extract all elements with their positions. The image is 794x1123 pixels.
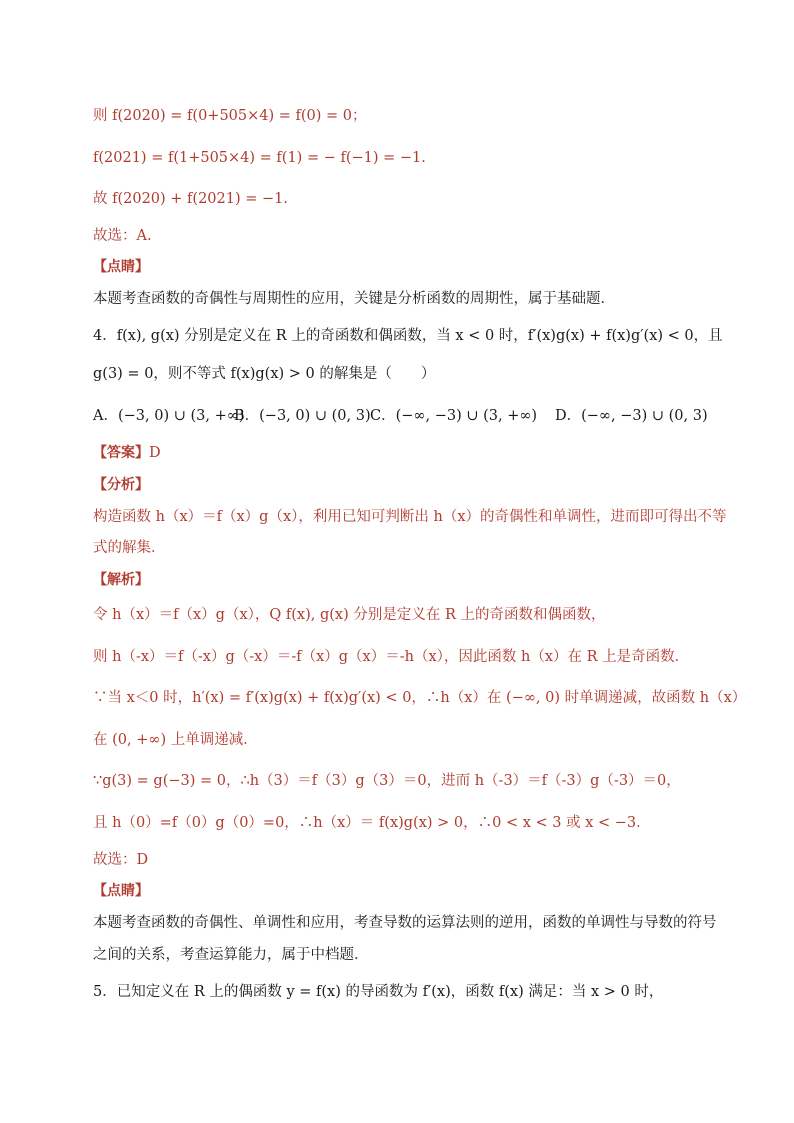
q4-remark-heading: 【点睛】 — [93, 883, 149, 899]
q5-stem-line-1: 5．已知定义在 R 上的偶函数 y = f(x) 的导函数为 f′(x)，函数 f(x) 满足：当 x > 0 时， — [93, 984, 664, 1000]
prev-line-1: 则 f(2020) = f(0+505×4) = f(0) = 0； — [93, 108, 367, 124]
q4-solution-line-6: 且 h（0）=f（0）g（0）=0，∴h（x）＝ f(x)g(x) > 0，∴0 < x < 3 或 x < −3． — [93, 815, 651, 831]
q4-choice: 故选：D — [93, 852, 149, 868]
prev-answer-choice: 故选：A. — [93, 228, 152, 244]
q4-option-b: B．(−3, 0) ∪ (0, 3) — [234, 408, 371, 424]
q4-solution-line-2: 则 h（-x）＝f（-x）g（-x）＝-f（x）g（x）＝-h（x），因此函数 h（x）在 R 上是奇函数． — [93, 649, 690, 665]
q4-solution-line-5: ∵g(3) = g(−3) = 0，∴h（3）＝f（3）g（3）＝0，进而 h（-3）＝f（-3）g（-3）＝0， — [93, 773, 681, 789]
q4-analysis-heading: 【分析】 — [93, 477, 149, 493]
q4-remark-line-1: 本题考查函数的奇偶性、单调性和应用，考查导数的运算法则的逆用，函数的单调性与导数的符号 — [93, 915, 717, 931]
q4-option-c: C．(−∞, −3) ∪ (3, +∞) — [370, 408, 538, 424]
q4-answer — [93, 443, 161, 463]
q4-solution-line-3: ∵当 x＜0 时，h′(x) = f′(x)g(x) + f(x)g′(x) < 0，∴h（x）在 (−∞, 0) 时单调递减，故函数 h（x） — [93, 690, 747, 706]
q4-stem-line-2: g(3) = 0，则不等式 f(x)g(x) > 0 的解集是（ ） — [93, 366, 436, 382]
q4-answer-heading: 【答案】 — [93, 445, 149, 461]
prev-line-2: f(2021) = f(1+505×4) = f(1) = − f(−1) = −1. — [93, 150, 426, 166]
q4-answer-value: D — [149, 445, 161, 461]
q4-option-d: D．(−∞, −3) ∪ (0, 3) — [555, 408, 708, 424]
q4-solution-heading: 【解析】 — [93, 572, 149, 588]
q4-analysis-line-1: 构造函数 h（x）＝f（x）g（x），利用已知可判断出 h（x）的奇偶性和单调性，进而即可得出不等 — [93, 509, 727, 525]
prev-line-3: 故 f(2020) + f(2021) = −1. — [93, 191, 288, 207]
prev-remark-text: 本题考查函数的奇偶性与周期性的应用，关键是分析函数的周期性，属于基础题． — [93, 291, 615, 307]
q4-solution-line-1: 令 h（x）＝f（x）g（x），Q f(x), g(x) 分别是定义在 R 上的奇函数和偶函数， — [93, 607, 606, 623]
q4-remark-line-2: 之间的关系，考查运算能力，属于中档题． — [93, 947, 369, 963]
q4-solution-line-4: 在 (0, +∞) 上单调递减． — [93, 732, 258, 748]
prev-remark-heading: 【点睛】 — [93, 259, 149, 275]
q4-option-a: A．(−3, 0) ∪ (3, +∞) — [93, 408, 245, 424]
q4-analysis-line-2: 式的解集． — [93, 540, 166, 556]
q4-stem-line-1: 4．f(x), g(x) 分别是定义在 R 上的奇函数和偶函数，当 x < 0 时，f′(x)g(x) + f(x)g′(x) < 0，且 — [93, 328, 723, 344]
